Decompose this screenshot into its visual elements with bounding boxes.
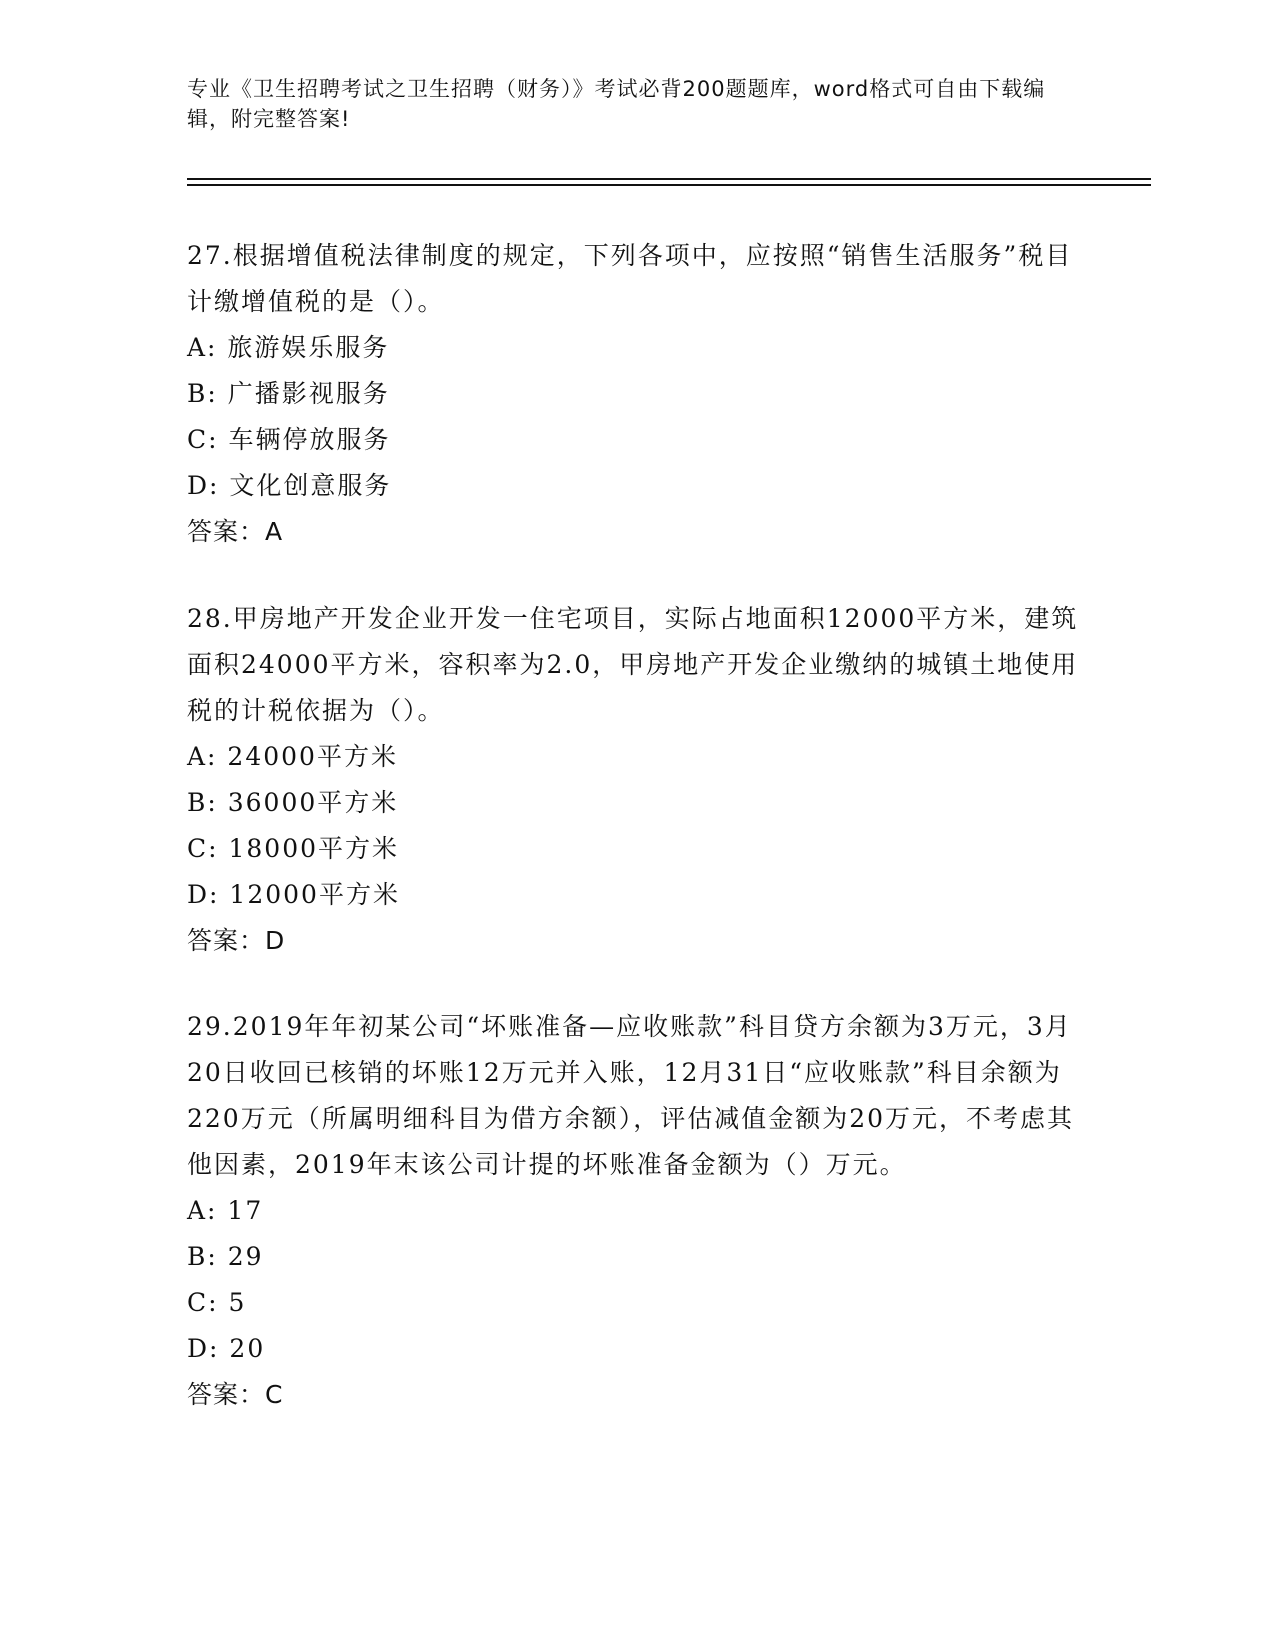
question-27	[187, 233, 1087, 555]
option-b: B: 29	[187, 1242, 264, 1271]
option-d: D: 12000平方米	[187, 880, 400, 909]
option-c: C: 车辆停放服务	[187, 425, 391, 454]
answer-line: 答案：C	[187, 1380, 284, 1409]
answer-line: 答案：A	[187, 517, 284, 546]
header-divider-bottom	[187, 184, 1151, 186]
option-a: A: 旅游娱乐服务	[187, 333, 390, 362]
question-stem: 29.2019年年初某公司“坏账准备—应收账款”科目贷方余额为3万元，3月20日收回已核销的坏账12万元并入账，12月31日“应收账款”科目余额为220万元（所属明细科目为借方余额），评估减值金额为20万元，不考虑其他因素，2019年末该公司计提的坏账准备金额为（）万元。	[187, 1012, 1075, 1179]
option-b: B: 36000平方米	[187, 788, 399, 817]
option-a: A: 24000平方米	[187, 742, 398, 771]
question-29	[187, 1004, 1087, 1418]
option-d: D: 文化创意服务	[187, 471, 392, 500]
option-b: B: 广播影视服务	[187, 379, 390, 408]
option-d: D: 20	[187, 1334, 266, 1363]
option-c: C: 5	[187, 1288, 247, 1317]
question-stem: 27.根据增值税法律制度的规定，下列各项中，应按照“销售生活服务”税目计缴增值税的是（）。	[187, 241, 1073, 316]
question-stem: 28.甲房地产开发企业开发一住宅项目，实际占地面积12000平方米，建筑面积24000平方米，容积率为2.0，甲房地产开发企业缴纳的城镇土地使用税的计税依据为（）。	[187, 604, 1079, 725]
question-28	[187, 596, 1087, 964]
header-divider-top	[187, 178, 1151, 180]
answer-line: 答案：D	[187, 926, 286, 955]
document-header: 专业《卫生招聘考试之卫生招聘（财务）》考试必背200题题库，word格式可自由下载编辑，附完整答案!	[187, 77, 1046, 131]
option-a: A: 17	[187, 1196, 264, 1225]
option-c: C: 18000平方米	[187, 834, 400, 863]
